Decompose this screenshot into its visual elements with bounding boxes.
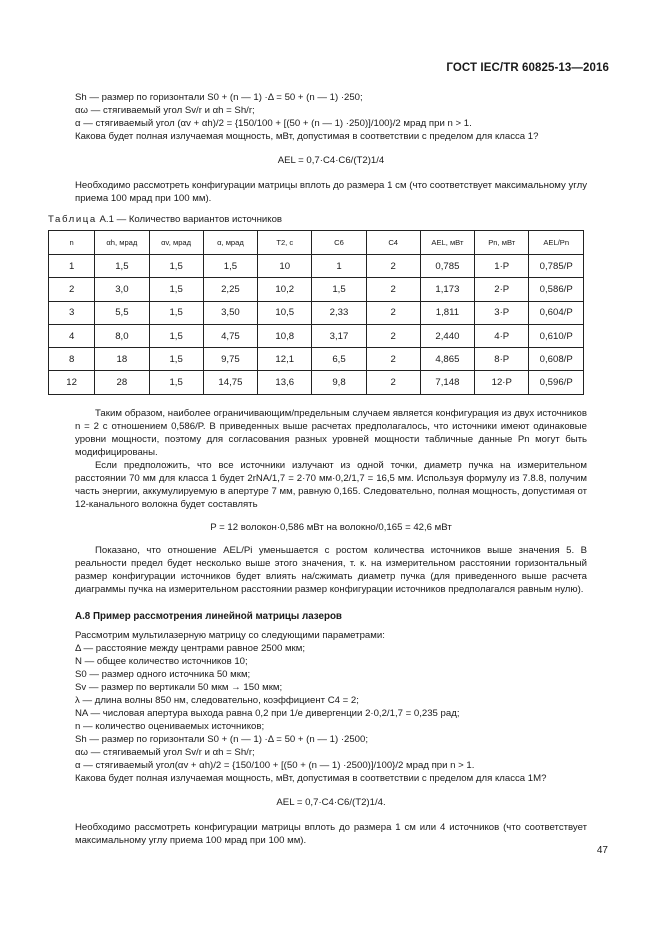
- column-header: AEL/Pn: [529, 231, 584, 255]
- table-row: [49, 324, 584, 347]
- table-cell: 4,75: [203, 324, 257, 347]
- page-number: 47: [596, 845, 608, 856]
- power-formula: P = 12 волокон·0,586 мВт на волокно/0,165 = 42,6 мВт: [210, 522, 452, 533]
- table-cell: 12,1: [258, 348, 312, 371]
- table-cell: 12·P: [475, 371, 529, 394]
- paragraph: Таким образом, наиболее ограничивающим/предельным случаем является конфигурация из двух источников n = 2 с отношением 0,586/P. В приведенных выше расчетах предполагалось, что источники имеют одинаковые уровни мощности, поэтому для согласования разных уровней мощности табличные данные Pn могут быть модифицированы.: [75, 408, 587, 458]
- text-line: αω — стягиваемый угол Sv/r и αh = Sh/r;: [75, 105, 255, 116]
- table-cell: 1,811: [420, 301, 474, 324]
- text-line: Какова будет полная излучаемая мощность, мВт, допустимая в соответствии с пределом для класса 1М?: [75, 773, 547, 784]
- table-cell: 10,2: [258, 278, 312, 301]
- table-cell: 9,75: [203, 348, 257, 371]
- table-row: [49, 371, 584, 394]
- table-cell: 1,5: [149, 371, 203, 394]
- table-cell: 12: [49, 371, 95, 394]
- text-line: Sv — размер по вертикали 50 мкм → 150 мкм;: [75, 682, 283, 693]
- table-cell: 6,5: [312, 348, 366, 371]
- table-header-row: [49, 231, 584, 255]
- table-cell: 2: [366, 255, 420, 278]
- table-cell: 3,50: [203, 301, 257, 324]
- table-cell: 14,75: [203, 371, 257, 394]
- table-cell: 2: [366, 278, 420, 301]
- table-cell: 13,6: [258, 371, 312, 394]
- table-cell: 0,604/P: [529, 301, 584, 324]
- paragraph: Необходимо рассмотреть конфигурации матрицы вплоть до размера 1 см (что соответствует максимальному углу приема 100 мрад при 100 мм).: [75, 180, 587, 204]
- table-cell: 0,610/P: [529, 324, 584, 347]
- table-cell: 0,785: [420, 255, 474, 278]
- ael-formula: AEL = 0,7·C4·C6/(T2)1/4.: [276, 797, 386, 808]
- table-cell: 0,608/P: [529, 348, 584, 371]
- document-header: ГОСТ IEC/TR 60825-13—2016: [446, 62, 609, 74]
- table-cell: 2·P: [475, 278, 529, 301]
- table-cell: 0,596/P: [529, 371, 584, 394]
- column-header: C6: [312, 231, 366, 255]
- text-line: Sh — размер по горизонтали S0 + (n — 1) ·Δ = 50 + (n — 1) ·250;: [75, 92, 363, 103]
- table-cell: 2: [366, 324, 420, 347]
- table-cell: 1·P: [475, 255, 529, 278]
- column-header: αh, мрад: [95, 231, 149, 255]
- table-cell: 4,865: [420, 348, 474, 371]
- paragraph: Необходимо рассмотреть конфигурации матрицы вплоть до размера 1 см или 4 источников (что соответствует максимальному углу приема 100 мрад при 100 мм).: [75, 822, 587, 846]
- table-cell: 1,5: [312, 278, 366, 301]
- column-header: C4: [366, 231, 420, 255]
- paragraph: Если предположить, что все источники излучают из одной точки, диаметр пучка на измерительном расстоянии 70 мм для класса 1 будет 2rNA/1,7 = 2·70 мм·0,2/1,7 = 16,5 мм. Используя формулу из 7.8.8, получим часть энергии, аккумулируемую в апертуре 7 мм, равную 0,165. Следовательно, полная мощность, допустимая от 12-канального волокна будет составлять: [75, 460, 587, 510]
- table-cell: 1,5: [203, 255, 257, 278]
- middle-text-block: [75, 407, 587, 596]
- table-cell: 4: [49, 324, 95, 347]
- text-line: Sh — размер по горизонтали S0 + (n — 1) ·Δ = 50 + (n — 1) ·2500;: [75, 734, 369, 745]
- table-cell: 3: [49, 301, 95, 324]
- table-cell: 28: [95, 371, 149, 394]
- sources-table: [48, 230, 584, 395]
- column-header: α, мрад: [203, 231, 257, 255]
- table-cell: 18: [95, 348, 149, 371]
- table-cell: 1: [312, 255, 366, 278]
- text-line: Рассмотрим мультилазерную матрицу со следующими параметрами:: [75, 630, 385, 641]
- text-line: λ — длина волны 850 нм, следовательно, коэффициент C4 = 2;: [75, 695, 359, 706]
- table-cell: 10,8: [258, 324, 312, 347]
- table-cell: 1,5: [149, 301, 203, 324]
- text-line: αω — стягиваемый угол Sv/r и αh = Sh/r;: [75, 747, 255, 758]
- text-line: NA — числовая апертура выхода равна 0,2 при 1/e дивергенции 2·0,2/1,7 = 0,235 рад;: [75, 708, 460, 719]
- column-header: Pn, мВт: [475, 231, 529, 255]
- table-row: [49, 301, 584, 324]
- table-cell: 2,440: [420, 324, 474, 347]
- table-cell: 9,8: [312, 371, 366, 394]
- table-cell: 4·P: [475, 324, 529, 347]
- table-cell: 1,5: [149, 348, 203, 371]
- table-cell: 1,5: [149, 324, 203, 347]
- table-cell: 2: [49, 278, 95, 301]
- table-cell: 1,5: [149, 278, 203, 301]
- text-line: N — общее количество источников 10;: [75, 656, 248, 667]
- table-row: [49, 255, 584, 278]
- table-cell: 0,586/P: [529, 278, 584, 301]
- table-cell: 2: [366, 301, 420, 324]
- table-cell: 7,148: [420, 371, 474, 394]
- section-text-block: [75, 629, 587, 847]
- table-cell: 8,0: [95, 324, 149, 347]
- table-row: [49, 348, 584, 371]
- table-caption-text: А.1 — Количество вариантов источников: [99, 214, 283, 225]
- table-cell: 1,5: [95, 255, 149, 278]
- table-cell: 2,33: [312, 301, 366, 324]
- text-line: α — стягиваемый угол(αv + αh)/2 = {150/100 + [(50 + (n — 1) ·2500)]/100}/2 мрад при n > 1.: [75, 760, 475, 771]
- table-cell: 8·P: [475, 348, 529, 371]
- table-cell: 3,0: [95, 278, 149, 301]
- column-header: T2, c: [258, 231, 312, 255]
- table-cell: 10,5: [258, 301, 312, 324]
- table-cell: 1,5: [149, 255, 203, 278]
- text-line: S0 — размер одного источника 50 мкм;: [75, 669, 251, 680]
- text-line: α — стягиваемый угол (αv + αh)/2 = {150/100 + [(50 + (n — 1) ·250)]/100}/2 мрад при n > 1.: [75, 118, 472, 129]
- table-cell: 3·P: [475, 301, 529, 324]
- text-line: Какова будет полная излучаемая мощность, мВт, допустимая в соответствии с пределом для класса 1?: [75, 131, 539, 142]
- column-header: n: [49, 231, 95, 255]
- column-header: αv, мрад: [149, 231, 203, 255]
- table-cell: 2,25: [203, 278, 257, 301]
- text-line: Δ — расстояние между центрами равное 2500 мкм;: [75, 643, 306, 654]
- table-cell: 8: [49, 348, 95, 371]
- table-row: [49, 278, 584, 301]
- paragraph: Показано, что отношение AEL/Pi уменьшается с ростом количества источников выше значения 5. В реальности предел будет несколько выше этого значения, т. к. на измерительном расстоянии горизонтальный размер конфигурации источников будет влиять на/сжимать диаметр пучка (для приведенного выше расчета диаграммы пучка на измерительном расстоянии размер конфигурации источников предполагался равным нулю).: [75, 545, 587, 595]
- table-cell: 3,17: [312, 324, 366, 347]
- text-line: n — количество оцениваемых источников;: [75, 721, 265, 732]
- column-header: AEL, мВт: [420, 231, 474, 255]
- table-caption-prefix: Таблица: [48, 214, 97, 225]
- table-cell: 1: [49, 255, 95, 278]
- table-cell: 5,5: [95, 301, 149, 324]
- table-cell: 1,173: [420, 278, 474, 301]
- table-cell: 2: [366, 371, 420, 394]
- table-cell: 2: [366, 348, 420, 371]
- table-cell: 0,785/P: [529, 255, 584, 278]
- top-text-block: [75, 91, 587, 205]
- aelformula: AEL = 0,7·C4·C6/(T2)1/4: [277, 155, 385, 166]
- section-heading: А.8 Пример рассмотрения линейной матрицы лазеров: [75, 611, 342, 622]
- table-caption: [48, 214, 282, 225]
- table-cell: 10: [258, 255, 312, 278]
